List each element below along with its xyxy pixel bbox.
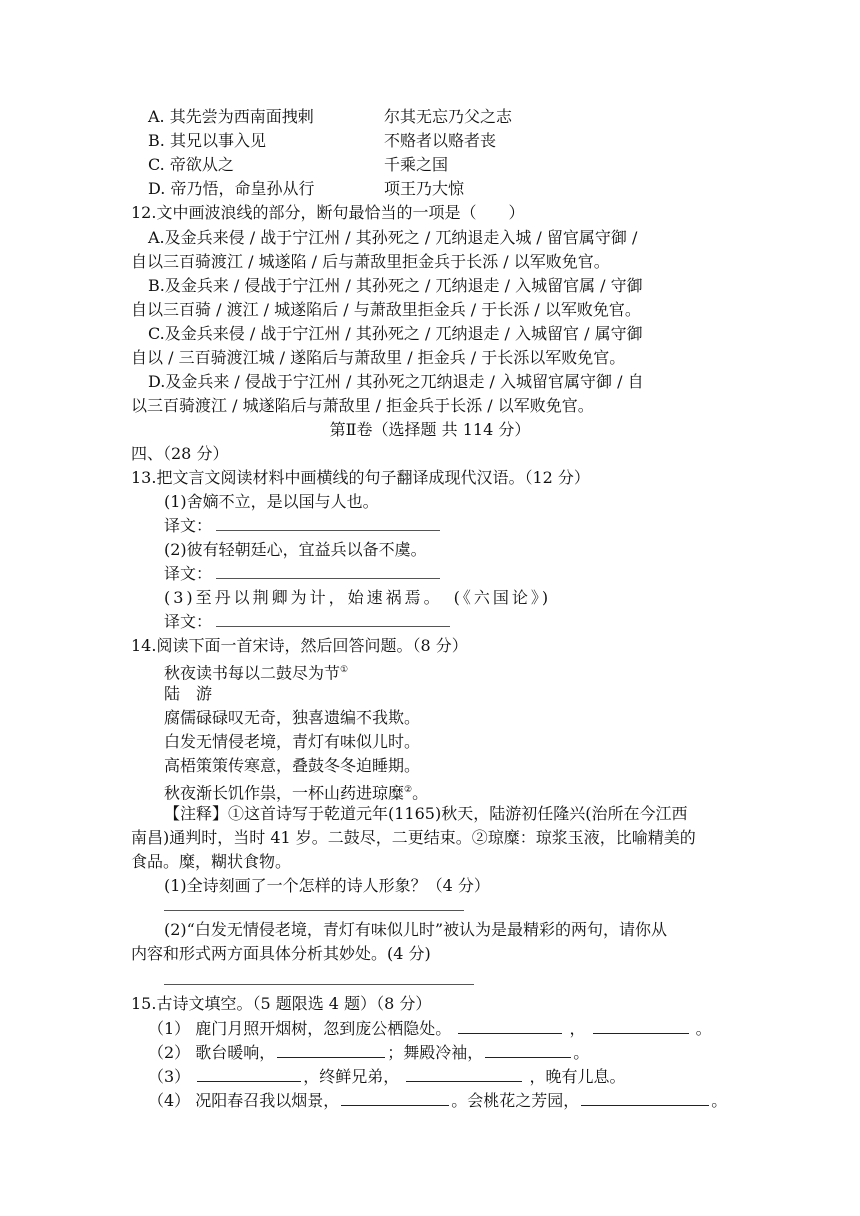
q15-item-3-text-c: ，晚有儿息。 — [529, 1067, 626, 1086]
q13-answer-line-1[interactable] — [216, 530, 440, 531]
poem-title-footnote: ① — [340, 665, 349, 675]
q12-option-b-line1: B.及金兵来 / 侵战于宁江州 / 其孙死之 / 兀纳退走 / 入城留官属 / 守御 — [148, 276, 643, 295]
q15-item-1-sep: ， — [569, 1019, 586, 1038]
q11-option-c-right: 千乘之国 — [384, 155, 449, 174]
poem-title-text: 秋夜读书每以二鼓尽为节 — [164, 663, 341, 683]
option-left-text: 其先尝为西南面拽剌 — [169, 107, 314, 126]
q15-item-1-end: 。 — [695, 1019, 712, 1038]
q12-option-a-line2: 自以三百骑渡江 / 城遂陷 / 后与萧敌里拒金兵于长泺 / 以军败免官。 — [131, 252, 610, 271]
poem-line-2: 白发无情侵老境，青灯有味似儿时。 — [164, 732, 421, 751]
poem-line-4-footnote: ② — [404, 785, 413, 795]
option-letter: B. — [148, 131, 165, 150]
option-left-text: 帝乃悟，命皇孙从行 — [170, 179, 315, 198]
option-left-text: 帝欲从之 — [169, 155, 234, 174]
poem-line-3: 高梧策策传寒意，叠鼓冬冬迫睡期。 — [164, 756, 421, 775]
q15-item-2-text-a: （2） 歌台暖响， — [148, 1043, 276, 1062]
q12-option-a-line1: A.及金兵来侵 / 战于宁江州 / 其孙死之 / 兀纳退走入城 / 留官属守御 / — [148, 228, 638, 247]
q15-item-4-blank-2[interactable] — [581, 1089, 709, 1106]
q13-sentence-3: (3)至丹以荆卿为计，始速祸焉。 (《六国论》) — [164, 588, 552, 607]
q11-option-a-right: 尔其无忘乃父之志 — [384, 107, 513, 126]
q15-item-2-blank-1[interactable] — [277, 1041, 385, 1058]
q13-sentence-1: (1)舍嫡不立，是以国与人也。 — [164, 492, 379, 511]
part-four-heading: 四、（28 分） — [131, 444, 229, 463]
poem-note-line-2: 南昌)通判时，当时 41 岁。二鼓尽，二更结束。②琼糜：琼浆玉液，比喻精美的 — [131, 828, 696, 847]
option-letter: A. — [148, 107, 165, 126]
section-title: 第Ⅱ卷（选择题 共 114 分） — [329, 420, 531, 439]
q15-item-3-text-b: ，终鲜兄弟， — [303, 1067, 400, 1086]
q15-item-3-text-a: （3） — [148, 1067, 191, 1086]
q15-item-4-text-c: 。 — [711, 1091, 728, 1110]
q11-option-b-right: 不赂者以赂者丧 — [384, 131, 497, 150]
q14-stem: 14.阅读下面一首宋诗，然后回答问题。（8 分） — [131, 636, 468, 655]
q12-option-c-line1: C.及金兵来侵 / 战于宁江州 / 其孙死之 / 兀纳退走 / 入城留官 / 属守御 — [148, 324, 643, 343]
q15-item-1-blank-2[interactable] — [593, 1017, 689, 1034]
q13-sentence-2: (2)彼有轻朝廷心，宜益兵以备不虞。 — [164, 540, 427, 559]
q13-stem: 13.把文言文阅读材料中画横线的句子翻译成现代汉语。（12 分） — [131, 468, 590, 487]
q13-translation-label-1: 译文： — [164, 516, 213, 535]
q13-translation-label-2: 译文： — [164, 564, 213, 583]
option-letter: C. — [148, 155, 165, 174]
q11-option-b — [148, 130, 266, 152]
poem-note-line-1: 【注释】①这首诗写于乾道元年(1165)秋天，陆游初任隆兴(治所在今江西 — [164, 804, 688, 823]
q11-option-c — [148, 154, 234, 176]
poem-author: 陆 游 — [164, 684, 213, 703]
q15-item-2-blank-2[interactable] — [485, 1041, 571, 1058]
q12-option-c-line2: 自以 / 三百骑渡江城 / 遂陷后与萧敌里 / 拒金兵 / 于长泺以军败免官。 — [131, 348, 626, 367]
q15-item-4-text-b: 。会桃花之芳园， — [451, 1091, 580, 1110]
option-left-text: 其兄以事入见 — [169, 131, 266, 150]
q14-subquestion-2-line2: 内容和形式两方面具体分析其妙处。(4 分) — [131, 944, 431, 963]
poem-line-4-end: 。 — [412, 783, 429, 803]
q12-option-d-line1: D.及金兵来 / 侵战于宁江州 / 其孙死之兀纳退走 / 入城留官属守御 / 自 — [148, 372, 644, 391]
q15-item-4 — [148, 1089, 727, 1112]
q15-item-1-blank-1[interactable] — [458, 1017, 562, 1034]
q13-answer-line-2[interactable] — [216, 578, 440, 579]
poem-line-4 — [164, 779, 428, 804]
q11-option-a — [148, 106, 314, 128]
q14-subquestion-2-line1: (2)“白发无情侵老境，青灯有味似儿时”被认为是最精彩的两句，请你从 — [164, 920, 668, 939]
q14-answer-line-2[interactable] — [164, 984, 474, 985]
poem-line-1: 腐儒碌碌叹无奇，独喜遗编不我欺。 — [164, 708, 421, 727]
q13-answer-line-3[interactable] — [216, 626, 450, 627]
poem-title — [164, 659, 348, 684]
q15-item-3-blank-1[interactable] — [197, 1065, 301, 1082]
q15-item-3-blank-2[interactable] — [406, 1065, 522, 1082]
q15-item-4-text-a: （4） 况阳春召我以烟景， — [148, 1091, 340, 1110]
q12-option-d-line2: 以三百骑渡江 / 城遂陷后与萧敌里 / 拒金兵于长泺 / 以军败免官。 — [131, 396, 594, 415]
q14-subquestion-1: (1)全诗刻画了一个怎样的诗人形象？（4 分） — [164, 876, 490, 895]
q11-option-d — [148, 178, 314, 200]
q12-stem: 12.文中画波浪线的部分，断句最恰当的一项是（ ） — [131, 203, 525, 222]
q15-item-1 — [148, 1017, 712, 1040]
q15-item-3 — [148, 1065, 626, 1088]
q13-translation-label-3: 译文： — [164, 612, 213, 631]
q11-option-d-right: 项王乃大惊 — [384, 179, 465, 198]
q15-item-1-text: （1） 鹿门月照开烟树，忽到庞公栖隐处。 — [148, 1019, 452, 1038]
q15-item-4-blank-1[interactable] — [341, 1089, 449, 1106]
q15-stem: 15.古诗文填空。（5 题限选 4 题）（8 分） — [131, 994, 432, 1013]
q15-item-2 — [148, 1041, 589, 1064]
poem-note-line-3: 食品。糜，糊状食物。 — [131, 852, 292, 871]
q12-option-b-line2: 自以三百骑 / 渡江 / 城遂陷后 / 与萧敌里拒金兵 / 于长泺 / 以军败免官。 — [131, 300, 641, 319]
poem-line-4-text: 秋夜渐长饥作祟，一杯山药进琼糜 — [164, 783, 405, 803]
option-letter: D. — [148, 179, 166, 198]
q14-answer-line-1[interactable] — [164, 910, 464, 911]
q15-item-2-text-c: 。 — [573, 1043, 590, 1062]
q15-item-2-text-b: ；舞殿冷袖， — [387, 1043, 484, 1062]
